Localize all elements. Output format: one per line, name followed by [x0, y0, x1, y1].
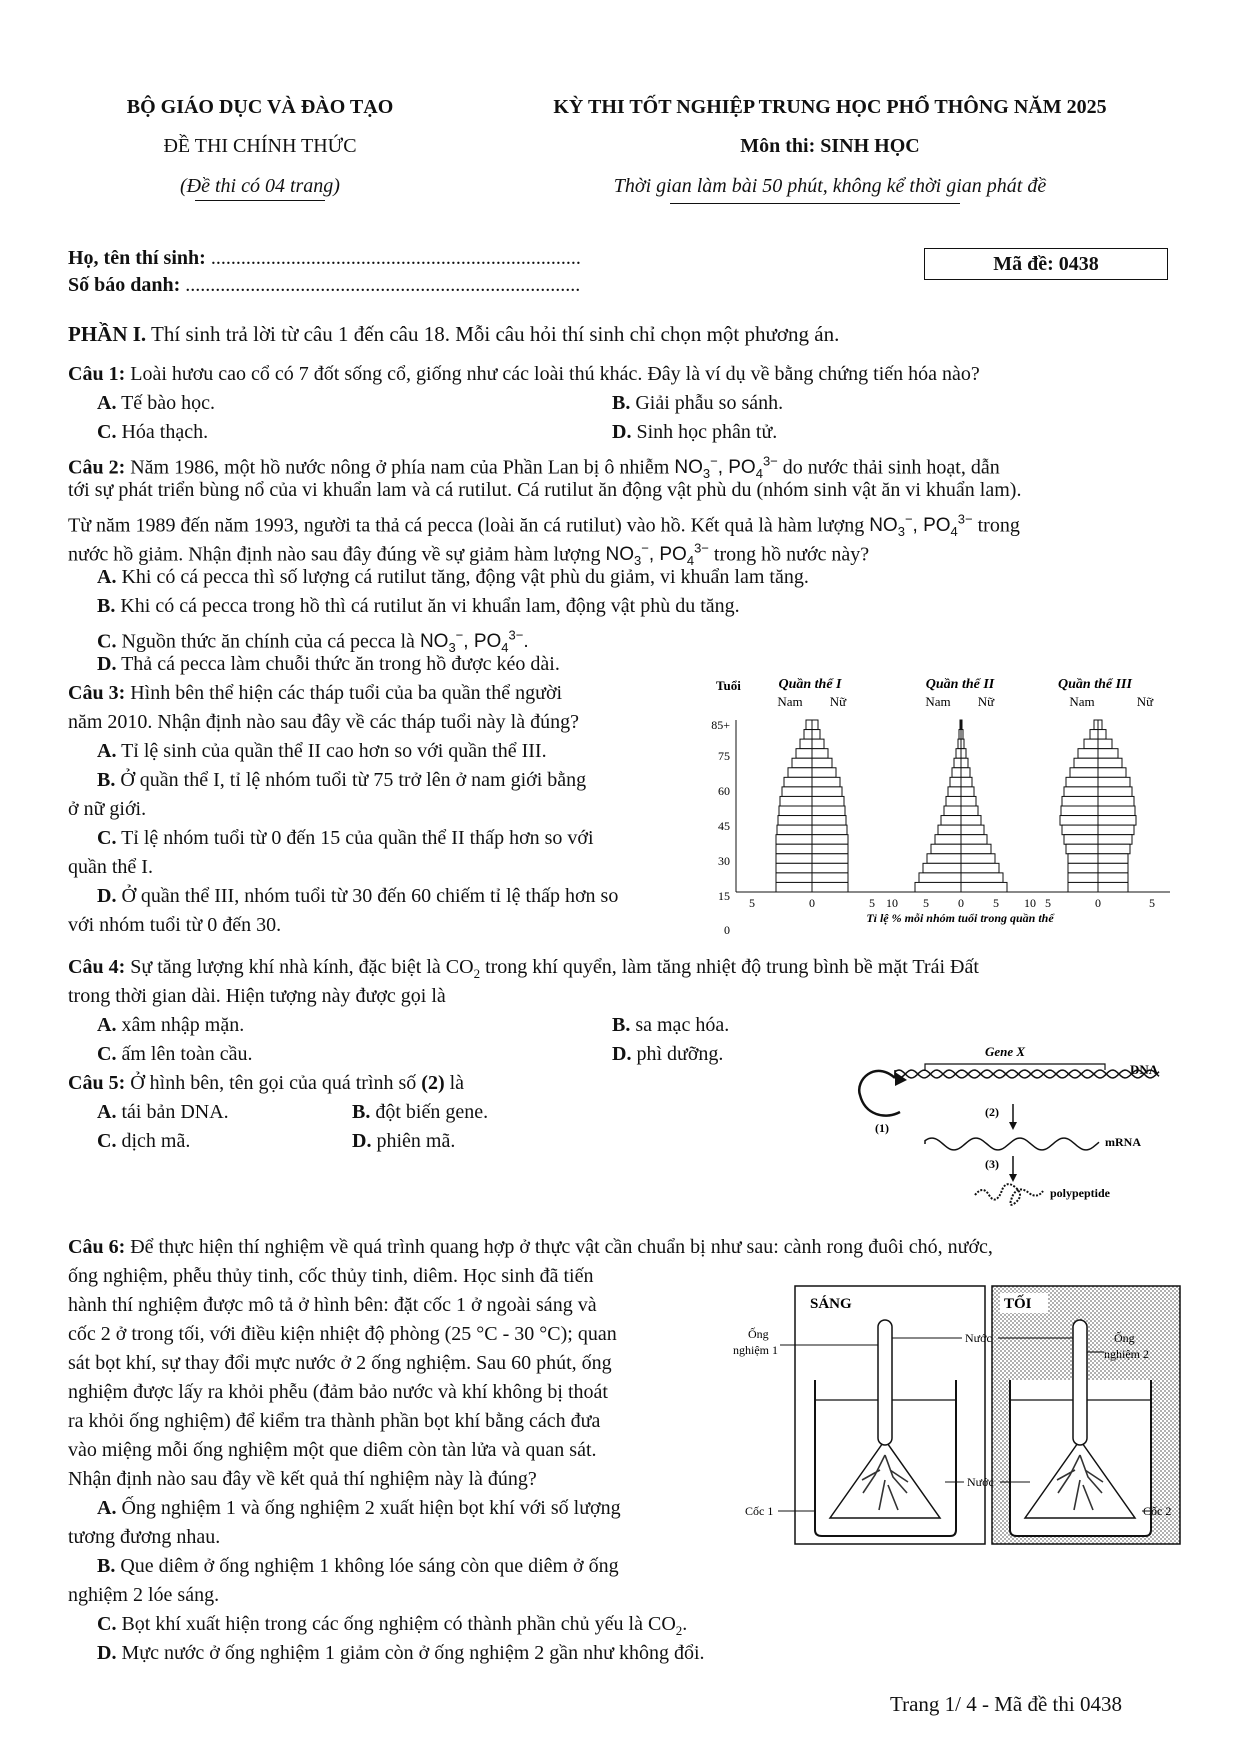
- pop3-male: Nam: [1069, 694, 1095, 709]
- pyramid-bar: [812, 720, 818, 730]
- candidate-name-label: Họ, tên thí sinh:: [68, 247, 206, 269]
- q5-option-d[interactable]: D. phiên mã.: [352, 1130, 456, 1152]
- pyramid-bar: [812, 777, 840, 787]
- part1-title: PHẦN I.: [68, 322, 147, 346]
- q5-option-a[interactable]: A. tái bản DNA.: [97, 1101, 229, 1123]
- q3-line2: năm 2010. Nhận định nào sau đây về các tháp tuổi này là đúng?: [68, 711, 579, 733]
- q6-option-b[interactable]: B. Que diêm ở ống nghiệm 1 không lóe sáng còn que diêm ở ống: [97, 1555, 619, 1577]
- pyramid-bar: [1070, 768, 1098, 778]
- pyramid-bar: [961, 787, 974, 797]
- pyramid-bar: [1068, 863, 1098, 873]
- pyramid-bar: [961, 796, 976, 806]
- pyramid-bar: [1098, 739, 1112, 749]
- pyramid-bar: [779, 806, 812, 816]
- page-count-note: (Đề thi có 04 trang): [180, 175, 340, 197]
- pyramid-bar: [950, 777, 961, 787]
- q2-option-a[interactable]: A. Khi có cá pecca thì số lượng cá rutilut tăng, động vật phù du giảm, vi khuẩn lam tăng.: [97, 566, 809, 588]
- q6-line3: hành thí nghiệm được mô tả ở hình bên: đặt cốc 1 ở ngoài sáng và: [68, 1294, 597, 1316]
- exam-code-label: Mã đề:: [993, 253, 1054, 275]
- pyramid-bar: [1098, 749, 1118, 759]
- pyramid-bar: [952, 768, 961, 778]
- q6-option-d[interactable]: D. Mực nước ở ống nghiệm 1 giảm còn ở ống nghiệm 2 gần như không đổi.: [97, 1642, 705, 1664]
- tube2-label-a: Ống: [1114, 1331, 1135, 1345]
- pyramid-bar: [800, 739, 812, 749]
- q2-line2: tới sự phát triển bùng nổ của vi khuẩn lam và cá rutilut. Cá rutilut ăn động vật phù du (nhóm sinh vật ăn vi khuẩn lam).: [68, 479, 1022, 501]
- question-5: Câu 5: Ở hình bên, tên gọi của quá trình số (2) là: [68, 1072, 465, 1094]
- pyramid-bar: [1068, 873, 1098, 883]
- pyramid-bar: [1068, 854, 1098, 864]
- pyramid-bar: [961, 749, 966, 759]
- polypeptide-chain: [975, 1184, 1043, 1205]
- q2-line4: nước hồ giảm. Nhận định nào sau đây đúng về sự giảm hàm lượng $NO_3^-$, $PO_4^{3-}$ trong hồ nước này?: [68, 541, 870, 569]
- pyramid-bar: [776, 835, 812, 845]
- q2-option-d[interactable]: D. Thả cá pecca làm chuỗi thức ăn trong hồ được kéo dài.: [97, 653, 560, 675]
- q3-option-b-cont: ở nữ giới.: [68, 798, 147, 820]
- pyramid-bar: [941, 816, 961, 826]
- gene-bracket: [925, 1064, 1105, 1070]
- pyramid-bar: [961, 854, 995, 864]
- q6-option-a-cont: tương đương nhau.: [68, 1526, 221, 1548]
- q4-option-c[interactable]: C. ấm lên toàn cầu.: [97, 1043, 253, 1065]
- age-tick: 30: [718, 854, 730, 868]
- pyramid-bar: [1098, 825, 1134, 835]
- ministry-name: BỘ GIÁO DỤC VÀ ĐÀO TẠO: [126, 96, 394, 118]
- gene-x-label: Gene X: [984, 1044, 1026, 1059]
- cup1-label: Cốc 1: [745, 1504, 774, 1518]
- pyramid-bar: [812, 730, 820, 740]
- q3-option-d-cont: với nhóm tuổi từ 0 đến 30.: [68, 914, 282, 936]
- pyramid-bar: [812, 835, 848, 845]
- pyramid-bar: [1094, 720, 1098, 730]
- pyramid-bar: [812, 739, 824, 749]
- x-tick: 5: [1149, 896, 1155, 910]
- pyramid-bar: [961, 730, 963, 740]
- q6-line4: cốc 2 ở trong tối, với điều kiện nhiệt độ phòng (25 °C - 30 °C); quan: [68, 1323, 617, 1345]
- q3-option-b[interactable]: B. Ở quần thể I, tỉ lệ nhóm tuổi từ 75 trở lên ở nam giới bằng: [97, 769, 587, 791]
- header-divider-right: [670, 203, 960, 204]
- candidate-name-field[interactable]: ..........................................................................: [210, 247, 581, 269]
- pyramid-bar: [961, 844, 991, 854]
- x-tick: 5: [1045, 896, 1051, 910]
- age-tick: 60: [718, 784, 730, 798]
- translation-arrowhead: [1009, 1174, 1017, 1182]
- pyramid-bar: [961, 758, 968, 768]
- pyramid-bar: [961, 777, 972, 787]
- pyramid-bar: [1098, 720, 1102, 730]
- pyramid-bar: [961, 873, 1003, 883]
- pyramid-bar: [776, 882, 812, 892]
- pyramid-bar: [961, 720, 962, 730]
- pop2-male: Nam: [925, 694, 951, 709]
- pyramid-bar: [1066, 777, 1098, 787]
- q2-option-b[interactable]: B. Khi có cá pecca trong hồ thì cá rutilut ăn vi khuẩn lam, động vật phù du tăng.: [97, 595, 740, 617]
- q6-option-a[interactable]: A. Ống nghiệm 1 và ống nghiệm 2 xuất hiện bọt khí với số lượng: [97, 1497, 621, 1519]
- tube1-label-b: nghiệm 1: [733, 1343, 778, 1357]
- pyramid-bar: [812, 825, 847, 835]
- pyramid-bar: [812, 854, 848, 864]
- test-tube-2: [1073, 1320, 1087, 1445]
- candidate-id-label: Số báo danh:: [68, 274, 181, 296]
- q2-line1a: Năm 1986, một hồ nước nông ở phía nam của Phần Lan bị ô nhiễm: [130, 456, 670, 479]
- option-text: Hóa thạch.: [121, 421, 209, 443]
- q1-label: Câu 1:: [68, 363, 126, 385]
- pyramid-bar: [1062, 796, 1098, 806]
- pyramid-bar: [915, 882, 961, 892]
- pyramid-bar: [1098, 796, 1134, 806]
- pyramid-bar: [777, 825, 812, 835]
- nitrate-formula: $NO_3^-$, $PO_4^{3-}$: [869, 512, 973, 540]
- question-1: [68, 360, 980, 389]
- x-tick: 5: [923, 896, 929, 910]
- q3-option-a[interactable]: A. Tỉ lệ sinh của quần thể II cao hơn so với quần thể III.: [97, 740, 547, 762]
- pyramid-bar: [1084, 739, 1098, 749]
- q6-line8: vào miệng mỗi ống nghiệm một que diêm còn tàn lửa và quan sát.: [68, 1439, 597, 1461]
- pyramid-bar: [792, 758, 812, 768]
- pyramid-bar: [1060, 816, 1098, 826]
- time-note: Thời gian làm bài 50 phút, không kể thời gian phát đề: [613, 175, 1047, 197]
- question-6: Câu 6: Để thực hiện thí nghiệm về quá trình quang hợp ở thực vật cần chuẩn bị như sau: cành rong đuôi chó, nước,: [68, 1236, 993, 1258]
- candidate-id-field[interactable]: ...............................................................................: [185, 274, 581, 296]
- pyramid-bar: [776, 854, 812, 864]
- pyramid-bar: [812, 768, 836, 778]
- pop1-title: Quần thể I: [778, 677, 842, 692]
- pyramid-bar: [812, 796, 844, 806]
- pop3-female: Nữ: [1136, 694, 1154, 709]
- x-tick: 0: [958, 896, 964, 910]
- nitrate-formula: $NO_3^-$, $PO_4^{3-}$.: [419, 628, 529, 656]
- pyramid-bar: [927, 854, 961, 864]
- pop1-male: Nam: [777, 694, 803, 709]
- pyramid-bar: [812, 758, 832, 768]
- pyramid-bar: [946, 796, 961, 806]
- pyramid-bar: [782, 787, 812, 797]
- test-tube-1: [878, 1320, 892, 1445]
- option-letter: C.: [97, 421, 117, 443]
- pyramid-bar: [776, 873, 812, 883]
- mrna-label: mRNA: [1105, 1135, 1141, 1149]
- x-tick: 5: [869, 896, 875, 910]
- age-tick: 85+: [711, 718, 730, 732]
- q6-line6: nghiệm được lấy ra khỏi phễu (đảm bảo nước và khí không bị thoát: [68, 1381, 608, 1403]
- pyramid-bar: [1098, 844, 1130, 854]
- q1-stem: Loài hươu cao cổ có 7 đốt sống cổ, giống như các loài thú khác. Đây là ví dụ về bằng chứng tiến hóa nào?: [130, 363, 980, 385]
- pyramid-bar: [961, 863, 999, 873]
- pyramid-bar: [1090, 730, 1098, 740]
- pyramid-bar: [812, 882, 848, 892]
- candidate-id-row: [68, 271, 580, 300]
- page-footer: Trang 1/ 4 - Mã đề thi 0438: [890, 1692, 1122, 1716]
- transcription-arrowhead: [1009, 1122, 1017, 1130]
- q4-line2: trong thời gian dài. Hiện tượng này được gọi là: [68, 985, 446, 1007]
- pyramid-bar: [1098, 882, 1128, 892]
- pyramid-bar: [961, 882, 1007, 892]
- pyramid-bar: [1064, 787, 1098, 797]
- q3-option-c[interactable]: C. Tỉ lệ nhóm tuổi từ 0 đến 15 của quần thể II thấp hơn so với: [97, 827, 594, 849]
- exam-title: KỲ THI TỐT NGHIỆP TRUNG HỌC PHỔ THÔNG NĂM 2025: [553, 96, 1107, 118]
- pyramid-bar: [1062, 825, 1098, 835]
- pyramid-bar: [1098, 730, 1106, 740]
- pyramid-bar: [796, 749, 812, 759]
- pyramid-bar: [812, 863, 848, 873]
- pyramid-bar: [935, 835, 961, 845]
- q1-option-b[interactable]: [612, 389, 783, 418]
- option-text: Tế bào học.: [121, 392, 215, 414]
- q1-option-a[interactable]: [97, 389, 215, 418]
- pyramid-bar: [1098, 758, 1122, 768]
- polypeptide-label: polypeptide: [1050, 1186, 1111, 1200]
- q2-option-c[interactable]: C. Nguồn thức ăn chính của cá pecca là $NO_3^-$, $PO_4^{3-}$.: [97, 628, 529, 656]
- pyramid-bar: [778, 816, 812, 826]
- q5-option-b[interactable]: B. đột biến gene.: [352, 1101, 489, 1123]
- pyramid-bar: [961, 739, 964, 749]
- exam-code-box: [924, 248, 1168, 280]
- x-tick: 10: [1024, 896, 1036, 910]
- pyramid-bar: [961, 825, 984, 835]
- gene-expression-figure: [855, 1040, 1185, 1215]
- q6-line2: ống nghiệm, phễu thủy tinh, cốc thủy tinh, diêm. Học sinh đã tiến: [68, 1265, 594, 1287]
- nitrate-formula: $NO_3^-$, $PO_4^{3-}$: [605, 541, 709, 569]
- pyramid-bar: [1078, 749, 1098, 759]
- pyramid-bar: [812, 873, 848, 883]
- pyramid-bar: [954, 758, 961, 768]
- pyramid-bar: [812, 806, 845, 816]
- pyramid-bar: [788, 768, 812, 778]
- pyramid-bar: [812, 749, 828, 759]
- age-tick: 0: [724, 923, 730, 937]
- pyramid-bar: [948, 787, 961, 797]
- pop2-female: Nữ: [977, 694, 995, 709]
- q2-line1b: do nước thải sinh hoạt, dẫn: [782, 456, 1000, 479]
- age-tick: 75: [718, 749, 730, 763]
- q5-option-c[interactable]: C. dịch mã.: [97, 1130, 191, 1152]
- pyramid-bar: [1098, 873, 1128, 883]
- pyramid-bar: [1098, 863, 1128, 873]
- pyramid-x-label: Tỉ lệ % mỗi nhóm tuổi trong quần thể: [866, 911, 1054, 925]
- option-text: Giải phẫu so sánh.: [635, 392, 784, 414]
- q6-option-b-cont: nghiệm 2 lóe sáng.: [68, 1584, 220, 1606]
- pyramid-bar: [812, 787, 842, 797]
- q3-option-c-cont: quần thể I.: [68, 856, 153, 878]
- pyramid-bar: [1066, 844, 1098, 854]
- age-tick: 15: [718, 889, 730, 903]
- pyramid-bar: [1064, 835, 1098, 845]
- pop1-female: Nữ: [829, 694, 847, 709]
- mrna-strand: [925, 1138, 1099, 1150]
- option-letter: B.: [612, 392, 631, 414]
- process-2-label: (2): [985, 1105, 999, 1119]
- pyramid-bar: [812, 844, 848, 854]
- pyramid-bar: [1074, 758, 1098, 768]
- pyramid-bar: [776, 844, 812, 854]
- pyramid-bar: [806, 720, 812, 730]
- candidate-name-row: [68, 244, 581, 273]
- age-axis-label: Tuổi: [716, 678, 741, 693]
- part1-instruction: [68, 320, 839, 349]
- light-label: SÁNG: [810, 1296, 852, 1312]
- official-exam-label: ĐỀ THI CHÍNH THỨC: [163, 135, 357, 157]
- pop3-title: Quần thể III: [1058, 677, 1132, 692]
- option-letter: A.: [97, 392, 117, 414]
- pyramid-bar: [1098, 768, 1126, 778]
- pyramid-bar: [944, 806, 961, 816]
- q1-option-d[interactable]: [612, 418, 777, 447]
- tube1-label-a: Ống: [748, 1327, 769, 1341]
- x-tick: 5: [749, 896, 755, 910]
- option-letter: D.: [612, 421, 632, 443]
- dna-label: DNA: [1130, 1062, 1159, 1077]
- dna-helix: [895, 1070, 1159, 1078]
- pyramid-bar: [919, 873, 961, 883]
- q6-line5: sát bọt khí, sự thay đổi mực nước ở 2 ống nghiệm. Sau 60 phút, ống: [68, 1352, 612, 1374]
- pyramid-bar: [804, 730, 812, 740]
- pyramid-bar: [1098, 806, 1135, 816]
- nitrate-formula: $NO_3^-$, $PO_4^{3-}$: [674, 454, 778, 482]
- pyramid-bar: [961, 768, 970, 778]
- question-3: Câu 3: Hình bên thể hiện các tháp tuổi của ba quần thể người: [68, 682, 563, 704]
- q1-option-c[interactable]: [97, 418, 208, 447]
- pyramid-bar: [956, 749, 961, 759]
- x-tick: 0: [1095, 896, 1101, 910]
- q6-line9: Nhận định nào sau đây về kết quả thí nghiệm này là đúng?: [68, 1468, 537, 1490]
- header-divider-left: [195, 200, 325, 201]
- pyramid-bar: [1098, 777, 1130, 787]
- age-tick: 45: [718, 819, 730, 833]
- pyramid-bar: [1061, 806, 1098, 816]
- exam-code-value: 0438: [1058, 253, 1099, 275]
- subject-line: Môn thi: SINH HỌC: [740, 135, 920, 157]
- q6-line7: ra khỏi ống nghiệm) để kiểm tra thành phần bọt khí bằng cách đưa: [68, 1410, 601, 1432]
- replication-arrow: [859, 1071, 900, 1116]
- tube2-label-b: nghiệm 2: [1104, 1347, 1149, 1361]
- pyramid-bar: [1098, 787, 1132, 797]
- q2-line3: Từ năm 1989 đến năm 1993, người ta thả cá pecca (loài ăn cá rutilut) vào hồ. Kết quả là hàm lượng $NO_3^-$, $PO_4^{3-}$ trong: [68, 512, 1020, 540]
- pop2-title: Quần thể II: [925, 677, 995, 692]
- pyramid-bar: [961, 835, 987, 845]
- process-1-label: (1): [875, 1121, 889, 1135]
- pyramid-bar: [1098, 854, 1128, 864]
- pyramid-bar: [812, 816, 846, 826]
- photosynthesis-experiment-figure: [730, 1280, 1185, 1550]
- cup2-label: Cốc 2: [1143, 1504, 1172, 1518]
- q2-label: Câu 2:: [68, 456, 126, 479]
- process-3-label: (3): [985, 1157, 999, 1171]
- x-tick: 10: [886, 896, 898, 910]
- pyramid-bar: [776, 863, 812, 873]
- pyramid-bars: [776, 720, 1136, 892]
- q4-option-a[interactable]: A. xâm nhập mặn.: [97, 1014, 245, 1036]
- pyramid-bar: [923, 863, 961, 873]
- pyramid-bar: [931, 844, 961, 854]
- q3-option-d[interactable]: D. Ở quần thể III, nhóm tuổi từ 30 đến 60 chiếm tỉ lệ thấp hơn so: [97, 885, 619, 907]
- water1-label: Nước: [965, 1331, 992, 1345]
- age-pyramid-figure: [700, 670, 1180, 937]
- pyramid-bar: [780, 796, 812, 806]
- x-tick: 0: [809, 896, 815, 910]
- pyramid-bar: [961, 806, 978, 816]
- part1-text: Thí sinh trả lời từ câu 1 đến câu 18. Mỗi câu hỏi thí sinh chỉ chọn một phương án.: [151, 322, 840, 346]
- option-text: Sinh học phân tử.: [636, 421, 778, 443]
- q6-option-c[interactable]: C. Bọt khí xuất hiện trong các ống nghiệm có thành phần chủ yếu là $CO_2$.: [97, 1613, 688, 1638]
- q4-option-d[interactable]: D. phì dưỡng.: [612, 1043, 724, 1065]
- pyramid-bar: [938, 825, 961, 835]
- question-4: Câu 4: Sự tăng lượng khí nhà kính, đặc biệt là $CO_2$ trong khí quyển, làm tăng nhiệt độ trung bình bề mặt Trái Đất: [68, 956, 979, 981]
- pyramid-bar: [1068, 882, 1098, 892]
- dark-label: TỐI: [1004, 1296, 1032, 1312]
- pyramid-bar: [961, 816, 981, 826]
- x-tick: 5: [993, 896, 999, 910]
- q4-option-b[interactable]: B. sa mạc hóa.: [612, 1014, 730, 1036]
- water2-label: Nước: [967, 1475, 994, 1489]
- pyramid-bar: [784, 777, 812, 787]
- pyramid-bar: [1098, 835, 1132, 845]
- pyramid-bar: [1098, 816, 1136, 826]
